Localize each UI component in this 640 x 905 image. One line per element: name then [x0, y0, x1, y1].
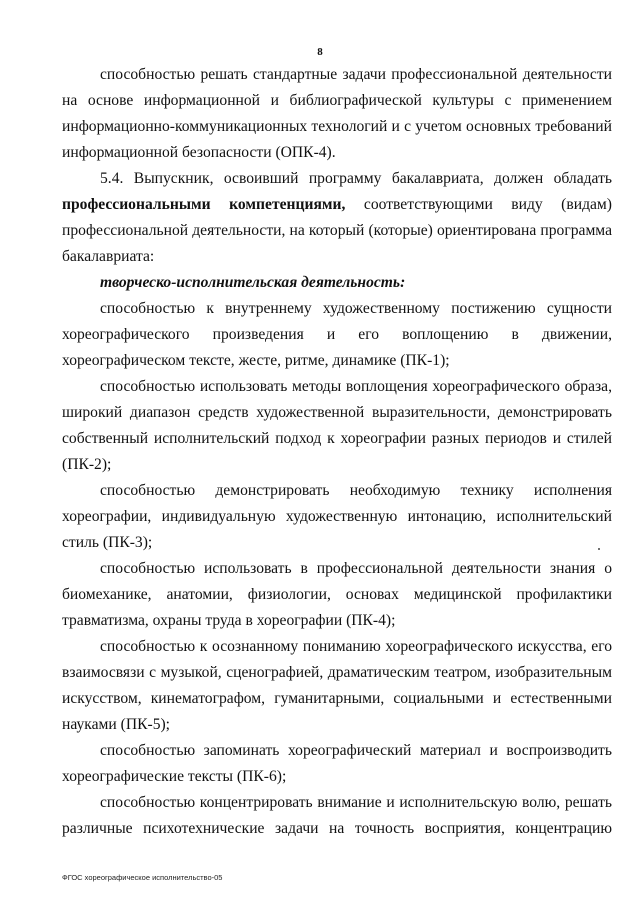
- competency-pk-5: способностью к осознанному пониманию хореографического искусства, его взаимосвязи с музыкой, сценографией, драматическим театром, изобразительным искусством, кинематографом, гуманитарными, социальными и естественными науками (ПК-5);: [62, 638, 612, 733]
- competency-continued: способностью концентрировать внимание и исполнительскую волю, решать различные психотехнические задачи на точность восприятия, концентрацию: [62, 794, 612, 837]
- competency-pk-3: способностью демонстрировать необходимую технику исполнения хореографии, индивидуальную художественную интонацию, исполнительский стиль (ПК-3);: [62, 482, 612, 551]
- section-heading: творческо-исполнительская деятельность:: [100, 274, 406, 291]
- paragraph-5-4: [62, 166, 612, 270]
- paragraph-5-4-bold: профессиональными компетенциями,: [62, 196, 346, 213]
- page-number: 8: [317, 46, 323, 58]
- document-body: [62, 62, 612, 842]
- competency-pk-4: способностью использовать в профессиональной деятельности знания о биомеханике, анатомии, физиологии, основах медицинской профилактики травматизма, охраны труда в хореографии (ПК-4);: [62, 560, 612, 629]
- paragraph-5-4-lead: 5.4. Выпускник, освоивший программу бакалавриата, должен обладать: [100, 170, 612, 187]
- page-footer: ФГОС хореографическое исполнительство-05: [62, 873, 223, 882]
- paragraph-opk-4: способностью решать стандартные задачи профессиональной деятельности на основе информационной и библиографической культуры с применением информационно-коммуникационных технологий и с учетом основных требований информационной безопасности (ОПК-4).: [62, 66, 612, 161]
- competency-pk-1: способностью к внутреннему художественному постижению сущности хореографического произведения и его воплощению в движении, хореографическом тексте, жесте, ритме, динамике (ПК-1);: [62, 300, 612, 369]
- paragraph-5-4-tail: соответствующими виду (видам) профессиональной деятельности, на который (которые) ориентирована программа бакалавриата:: [62, 196, 612, 265]
- competency-pk-2: способностью использовать методы воплощения хореографического образа, широкий диапазон средств художественной выразительности, демонстрировать собственный исполнительский подход к хореографии разных периодов и стилей (ПК-2);: [62, 378, 612, 473]
- scan-speck: [598, 548, 600, 550]
- competency-pk-6: способностью запоминать хореографический материал и воспроизводить хореографические тексты (ПК-6);: [62, 742, 612, 785]
